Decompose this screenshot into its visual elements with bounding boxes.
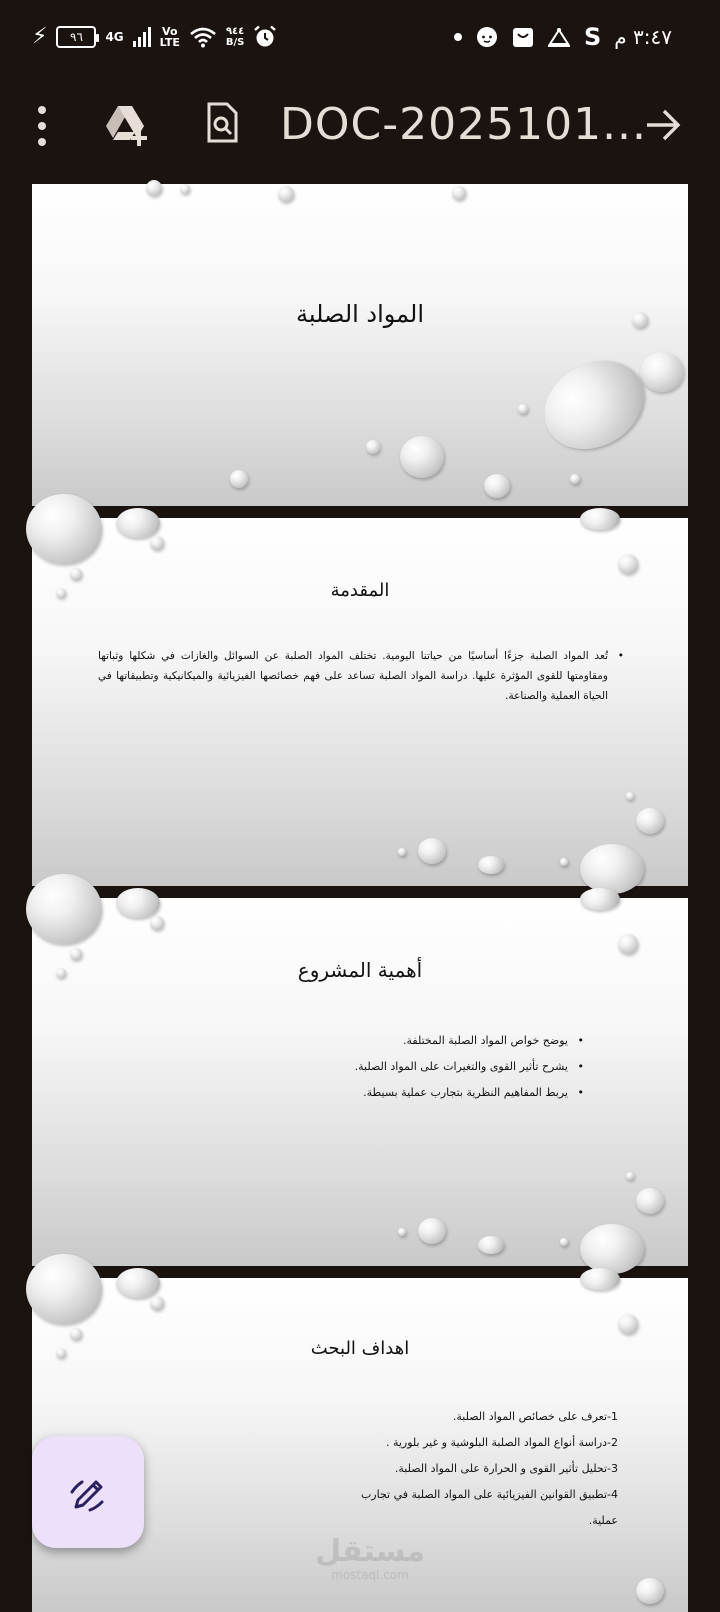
watermark-url: mostaql.com <box>331 1568 409 1582</box>
status-icons-right <box>454 20 672 54</box>
find-in-page-icon[interactable] <box>206 102 238 144</box>
water-drop <box>116 508 160 538</box>
water-drop <box>580 888 620 910</box>
water-drop <box>560 1238 568 1246</box>
slide-objectives-list <box>332 1404 618 1534</box>
water-drop <box>146 180 162 196</box>
data-speed: ٩٤٤ B/S <box>225 26 245 48</box>
water-drop <box>618 934 638 954</box>
alarm-icon <box>253 25 277 49</box>
charging-icon: ⚡ <box>32 24 48 49</box>
slide-title: اهداف البحث <box>310 1338 410 1359</box>
slide-1[interactable] <box>32 184 688 506</box>
water-drop <box>26 874 102 944</box>
slide-bullet-list <box>98 646 624 706</box>
water-drop <box>518 404 528 414</box>
volte-indicator: Vo LTE <box>159 25 180 49</box>
water-drop <box>570 474 580 484</box>
slide-bullet: • تُعد المواد الصلبة جزءًا أساسيًا من حياتنا اليومية. تختلف المواد الصلبة عن السوائل والغازات في شكلها وثباتها ومقاومتها للقوى المؤثرة عليها. دراسة المواد الصلبة تساعد على فهم خصائصها الفيزيائية والميكانيكية وتطبيقاتها في الحياة العملية والصناعة. <box>98 646 624 706</box>
water-drop <box>636 1578 664 1604</box>
water-drop <box>452 186 466 200</box>
clock: ٣:٤٧ م <box>614 25 672 49</box>
water-drop <box>580 1224 644 1274</box>
slide-bullet: • يشرح تأثير القوى والتغيرات على المواد الصلبة. <box>252 1054 584 1080</box>
water-drop <box>626 792 634 800</box>
s-app-icon: S <box>583 23 602 51</box>
baby-face-icon <box>475 25 499 49</box>
water-drop <box>70 568 82 580</box>
slide-3[interactable] <box>32 898 688 1266</box>
wifi-icon <box>189 26 217 48</box>
hotspot-icon <box>547 26 571 48</box>
water-drop <box>478 856 504 874</box>
slide-bullet-list <box>252 1028 584 1106</box>
water-drop <box>580 844 644 894</box>
water-drop <box>116 888 160 918</box>
slide-bullet: • يوضح خواص المواد الصلبة المختلفة. <box>252 1028 584 1054</box>
water-drop <box>366 440 380 454</box>
water-drop <box>484 474 510 498</box>
battery-level: ٩٦ <box>70 30 83 44</box>
water-drop <box>418 838 446 864</box>
water-drop <box>528 343 659 466</box>
water-drop <box>230 470 248 488</box>
shopping-bag-icon <box>512 26 534 48</box>
water-drop <box>418 1218 446 1244</box>
water-drop <box>398 1228 406 1236</box>
water-drop <box>560 858 568 866</box>
water-drop <box>150 1296 164 1310</box>
water-drop <box>400 436 444 478</box>
water-drop <box>626 1172 634 1180</box>
water-drop <box>278 186 294 202</box>
water-drop <box>26 1254 102 1324</box>
add-to-drive-icon[interactable] <box>104 104 150 146</box>
notification-dot-icon <box>454 33 462 41</box>
water-drop <box>636 808 664 834</box>
edit-pen-icon <box>66 1470 110 1514</box>
objective-item: 4-تطبيق القوانين الفيزيائية على المواد الصلبة في تجارب عملية. <box>360 1488 618 1527</box>
slide-bullet: • يربط المفاهيم النظرية بتجارب عملية بسيطة. <box>252 1080 584 1106</box>
water-drop <box>636 1188 664 1214</box>
water-drop <box>640 352 684 392</box>
water-drop <box>398 848 406 856</box>
slide-title: المقدمة <box>330 580 390 601</box>
water-drop <box>180 184 190 194</box>
water-drop <box>150 536 164 550</box>
arrow-forward-icon[interactable] <box>644 106 682 144</box>
toolbar <box>0 74 720 178</box>
edit-fab-button[interactable] <box>32 1436 144 1548</box>
watermark <box>310 1536 430 1582</box>
water-drop <box>116 1268 160 1298</box>
water-drop <box>618 554 638 574</box>
water-drop <box>580 508 620 530</box>
water-drop <box>618 1314 638 1334</box>
water-drop <box>26 494 102 564</box>
status-bar <box>0 0 720 74</box>
document-title: DOC-2025101... <box>280 99 648 150</box>
water-drop <box>580 1268 620 1290</box>
slide-title: أهمية المشروع <box>297 958 423 982</box>
network-type: 4G <box>105 30 124 44</box>
signal-icon <box>133 27 151 47</box>
objective-item: 2-دراسة أنواع المواد الصلبة البلوشية و غير بلورية . <box>385 1436 618 1449</box>
objective-item: 3-تحليل تأثير القوى و الحرارة على المواد الصلبة. <box>394 1462 618 1475</box>
battery-icon <box>56 26 96 48</box>
slide-2[interactable] <box>32 518 688 886</box>
objective-item: 1-تعرف على خصائص المواد الصلبة. <box>452 1410 618 1423</box>
water-drop <box>150 916 164 930</box>
slide-title: المواد الصلبة <box>295 300 425 328</box>
status-icons-left <box>32 20 277 54</box>
water-drop <box>478 1236 504 1254</box>
more-vert-icon[interactable] <box>34 106 50 146</box>
watermark-logo: مستقل <box>315 1534 425 1569</box>
